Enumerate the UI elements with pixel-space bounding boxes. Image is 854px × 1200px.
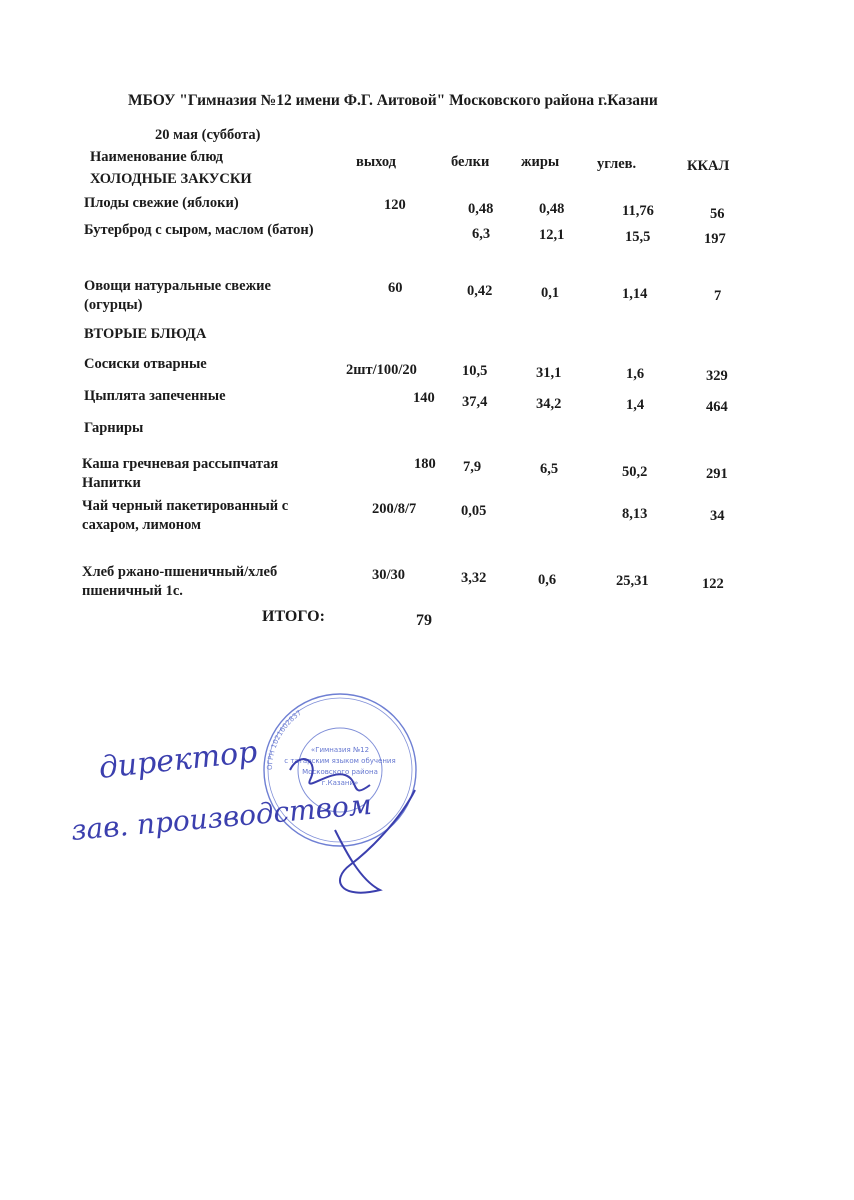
row-kkal: 464: [706, 399, 728, 415]
stamp-line: с татарским языком обучения: [284, 757, 396, 765]
row-zhiry: 31,1: [536, 365, 562, 381]
row-name: Хлеб ржано-пшеничный/хлеб пшеничный 1с.: [82, 564, 278, 599]
row-uglev: 15,5: [625, 229, 651, 245]
row-name: Овощи натуральные свежие (огурцы): [84, 278, 271, 313]
signature-block: [60, 730, 440, 920]
row-name: Сосиски отварные: [84, 356, 207, 372]
row-belki: 6,3: [472, 226, 491, 242]
row-vyhod: 140: [413, 390, 435, 406]
row-belki: 10,5: [462, 363, 488, 379]
row-kkal: 291: [706, 466, 728, 482]
row-kkal: 197: [704, 231, 726, 247]
row-belki: 0,42: [467, 283, 493, 299]
row-zhiry: 12,1: [539, 227, 565, 243]
row-uglev: 50,2: [622, 464, 648, 480]
row-vyhod: 30/30: [372, 567, 406, 583]
row-name: Цыплята запеченные: [84, 388, 226, 404]
row-uglev: 25,31: [616, 573, 649, 589]
row-vyhod: 200/8/7: [372, 501, 417, 517]
section-drinks: Напитки: [82, 475, 141, 491]
row-zhiry: 0,1: [541, 285, 560, 301]
row-uglev: 1,14: [622, 286, 648, 302]
row-vyhod: 60: [388, 280, 403, 296]
row-uglev: 11,76: [622, 203, 654, 219]
section-cold: ХОЛОДНЫЕ ЗАКУСКИ: [90, 171, 252, 187]
stamp-line: г.Казани»: [321, 779, 359, 787]
signature-title-director: директор: [97, 734, 259, 786]
header-zhiry: жиры: [521, 154, 560, 170]
row-name: Каша гречневая рассыпчатая: [82, 456, 279, 472]
header-vyhod: выход: [356, 154, 397, 170]
row-name: Плоды свежие (яблоки): [84, 195, 239, 211]
header-belki: белки: [451, 154, 490, 170]
row-kkal: 56: [710, 206, 725, 222]
section-garnish: Гарниры: [84, 420, 144, 436]
row-kkal: 34: [710, 508, 725, 524]
total-label: ИТОГО:: [262, 608, 325, 625]
row-uglev: 1,6: [626, 366, 645, 382]
document-title: МБОУ "Гимназия №12 имени Ф.Г. Аитовой" Московского района г.Казани: [128, 92, 658, 109]
stamp-line: Московского района: [302, 768, 378, 776]
row-belki: 3,32: [461, 570, 487, 586]
director-signature-icon: [290, 759, 370, 790]
row-kkal: 122: [702, 576, 724, 592]
total-value: 79: [416, 612, 432, 629]
row-belki: 7,9: [463, 459, 482, 475]
row-name: Чай черный пакетированный с сахаром, лимоном: [82, 498, 289, 533]
header-uglev: углев.: [597, 156, 637, 172]
row-zhiry: 0,6: [538, 572, 557, 588]
row-kkal: 7: [714, 288, 722, 304]
row-belki: 37,4: [462, 394, 488, 410]
row-vyhod: 120: [384, 197, 406, 213]
row-name: Бутерброд с сыром, маслом (батон): [84, 222, 314, 238]
row-zhiry: 34,2: [536, 396, 562, 412]
row-vyhod: 180: [414, 456, 436, 472]
row-zhiry: 6,5: [540, 461, 559, 477]
stamp-line: «Гимназия №12: [310, 746, 370, 754]
row-belki: 0,48: [468, 201, 494, 217]
header-kkal: ККАЛ: [687, 158, 730, 174]
section-second: ВТОРЫЕ БЛЮДА: [84, 326, 207, 342]
row-uglev: 8,13: [622, 506, 648, 522]
signature-title-manager: зав. производством: [69, 787, 374, 847]
row-kkal: 329: [706, 368, 728, 384]
row-vyhod: 2шт/100/20: [346, 362, 417, 378]
header-name: Наименование блюд: [90, 149, 223, 165]
menu-date: 20 мая (суббота): [155, 127, 261, 143]
row-zhiry: 0,48: [539, 201, 565, 217]
stamp-ogrn: ОГРН 1021602837: [265, 708, 304, 771]
row-belki: 0,05: [461, 503, 487, 519]
row-uglev: 1,4: [626, 397, 645, 413]
